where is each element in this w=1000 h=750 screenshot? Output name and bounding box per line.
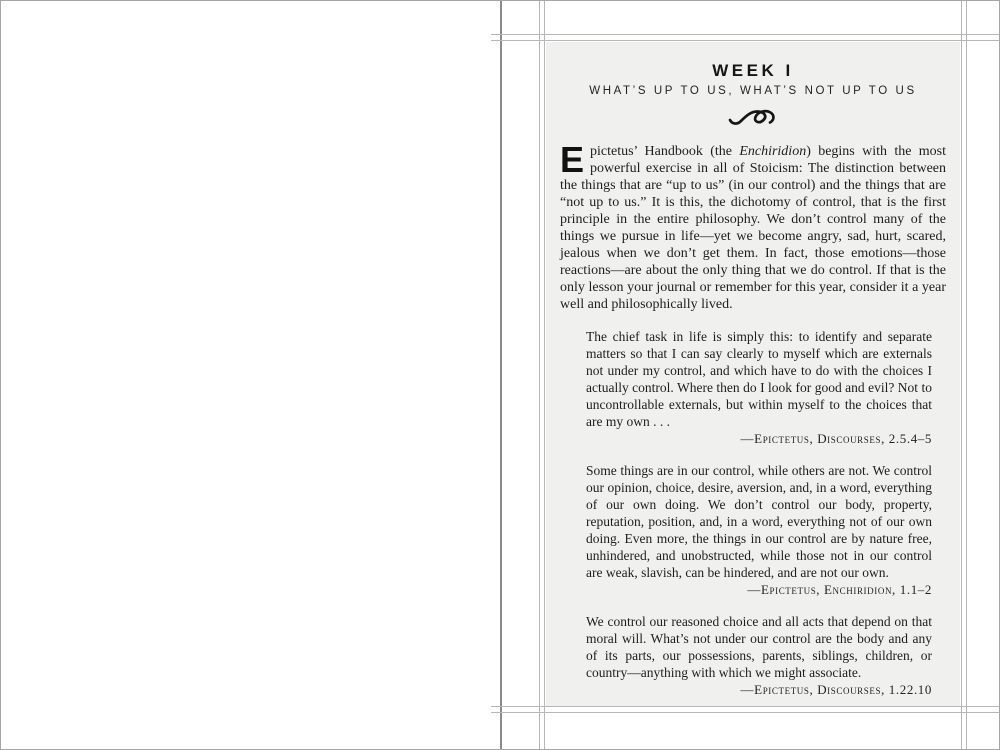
week-title: WHAT’S UP TO US, WHAT’S NOT UP TO US: [589, 85, 917, 97]
quote-text: The chief task in life is simply this: to identify and separate matters so that I can say clearly to myself which are externals not under my control, and which have to do with the choices I actually control. Where then do I look for good and evil? Not to uncontrollable externals, but within myself to the choices that are my own . . .: [586, 329, 932, 429]
journal-page: [546, 42, 960, 706]
quote-attribution: —Epictetus, Enchiridion, 1.1–2: [747, 582, 932, 597]
quote-text: We control our reasoned choice and all acts that depend on that moral will. What’s not under our control are the body and any of its parts, our possessions, parents, siblings, children, or country—anything with which we might associate.: [586, 614, 932, 680]
trim-mark-vertical-left-outer: [539, 1, 540, 749]
trim-mark-horizontal-top-inner: [491, 40, 999, 41]
trim-mark-horizontal-bottom-outer: [491, 712, 999, 713]
week-label: WEEK I: [712, 61, 794, 80]
quote-attribution: —Epictetus, Discourses, 1.22.10: [740, 682, 932, 697]
drop-cap: E: [560, 139, 585, 180]
infinity-flourish-icon: [560, 105, 946, 129]
trim-mark-vertical-right-inner: [961, 1, 962, 749]
intro-italic-term: Enchiridion: [739, 144, 807, 159]
quote-text: Some things are in our control, while others are not. We control our opinion, choice, desire, aversion, and, in a word, everything of our own doing. We don’t control our body, property, reputation, position, and, in a word, everything not of our own doing. Even more, the things in our control are by nature free, unhindered, and unobstructed, while those not in our control are weak, slavish, can be hindered, and are not our own.: [586, 463, 932, 580]
intro-paragraph: [560, 139, 947, 313]
intro-text-start: pictetus’ Handbook (the: [590, 144, 740, 159]
blank-left-page: [2, 2, 500, 749]
quote-block: [586, 462, 932, 598]
quote-attribution: —Epictetus, Discourses, 2.5.4–5: [740, 431, 932, 446]
trim-mark-vertical-left-inner: [544, 1, 545, 749]
quote-block: [586, 328, 932, 447]
trim-mark-vertical-right-outer: [966, 1, 967, 749]
intro-text-rest: ) begins with the most powerful exercise in all of Stoicism: The distinction between the things that are “up to us” (in our control) and the things that are “not up to us.” It is this, the dichotomy of control, that is the first principle in the entire philosophy. We don’t control many of the things we pursue in life—yet we become angry, sad, hurt, scared, jealous when we don’t get them. In fact, those emotions—those reactions—are about the only thing that we do control. If that is the only lesson your journal or remember for this year, consider it a year well and philosophically lived.: [560, 144, 947, 312]
trim-mark-horizontal-top-outer: [491, 34, 999, 35]
trim-mark-horizontal-bottom-inner: [491, 706, 999, 707]
spine-divider-line: [500, 1, 502, 749]
quote-block: [586, 613, 932, 698]
